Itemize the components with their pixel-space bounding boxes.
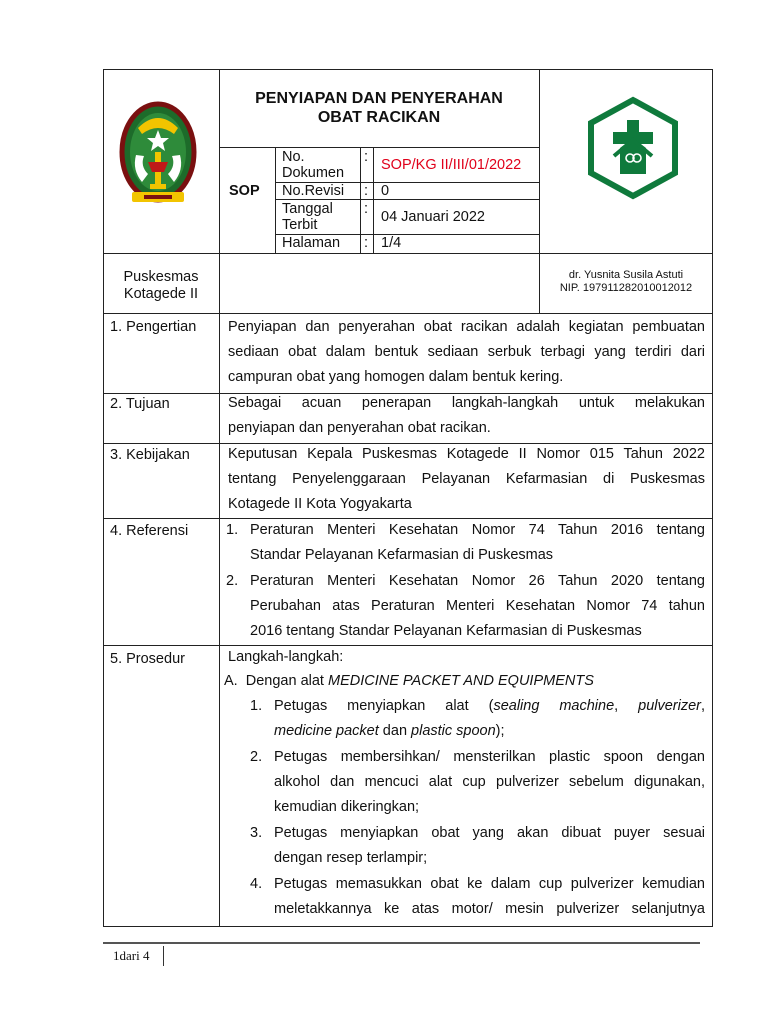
step-line: alkohol dan mencuci alat cup pulverizer sebelum digunakan, — [274, 774, 705, 790]
step-number: 1. — [250, 698, 263, 714]
pengertian-line: sediaan obat dalam bentuk sediaan serbuk terbagi yang terdiri dari — [228, 344, 705, 360]
section-label-prosedur: 5. Prosedur — [110, 651, 185, 667]
step-line: Petugas menyiapkan obat yang akan dibuat puyer sesuai — [274, 825, 705, 841]
section-label-referensi: 4. Referensi — [110, 523, 189, 539]
step-line: meletakkannya ke atas motor/ mesin pulverizer selanjutnya — [274, 901, 705, 917]
field-label-halaman: Halaman — [282, 235, 341, 251]
field-label-no-dokumen-1: No. — [282, 149, 305, 165]
institution-line-1: Puskesmas — [123, 269, 199, 285]
step-line: medicine packet dan plastic spoon); — [274, 723, 505, 739]
field-label-tanggal-2: Terbit — [282, 217, 318, 233]
document-title-line-2: OBAT RACIKAN — [317, 109, 441, 126]
signer-nip: NIP. 197911282010012012 — [559, 282, 693, 294]
kebijakan-line: Kotagede II Kota Yogyakarta — [228, 496, 412, 512]
prosedur-subsection-a: A. Dengan alat MEDICINE PACKET AND EQUIPMENTS — [224, 673, 594, 689]
referensi-number: 2. — [226, 573, 239, 589]
step-line: kemudian dikeringkan; — [274, 799, 420, 815]
section-label-pengertian: 1. Pengertian — [110, 319, 197, 335]
step-line: Petugas membersihkan/ mensterilkan plastic spoon dengan — [274, 749, 705, 765]
step-line: Petugas menyiapkan alat (sealing machine, pulverizer, — [274, 698, 706, 714]
section-label-kebijakan: 3. Kebijakan — [110, 447, 190, 463]
footer-divider — [163, 946, 164, 966]
pengertian-line: campuran obat yang homogen dalam bentuk kering. — [228, 369, 564, 385]
section-label-tujuan: 2. Tujuan — [110, 396, 170, 412]
tujuan-line: Sebagai acuan penerapan langkah-langkah untuk melakukan — [228, 395, 705, 411]
kebijakan-line: tentang Penyelenggaraan Pelayanan Kefarmasian di Puskesmas — [228, 471, 705, 487]
referensi-line: Standar Pelayanan Kefarmasian di Puskesmas — [250, 547, 554, 563]
referensi-line: Perubahan atas Peraturan Menteri Kesehatan Nomor 74 tahun — [250, 598, 705, 614]
field-colon: : — [364, 183, 369, 199]
issue-date-value: 04 Januari 2022 — [381, 209, 485, 225]
step-number: 4. — [250, 876, 263, 892]
document-title-line-1: PENYIAPAN DAN PENYERAHAN — [255, 90, 503, 107]
field-colon: : — [364, 149, 369, 165]
field-colon: : — [364, 235, 369, 251]
referensi-line: Peraturan Menteri Kesehatan Nomor 26 Tahun 2020 tentang — [250, 573, 705, 589]
document-number-value: SOP/KG II/III/01/2022 — [381, 157, 522, 173]
referensi-line: 2016 tentang Standar Pelayanan Kefarmasian di Puskesmas — [250, 623, 642, 639]
footer-rule — [103, 942, 700, 944]
step-number: 2. — [250, 749, 263, 765]
field-colon: : — [364, 201, 369, 217]
field-label-tanggal-1: Tanggal — [282, 201, 333, 217]
step-line: Petugas memasukkan obat ke dalam cup pulverizer kemudian — [274, 876, 705, 892]
footer-page-number: 1dari 4 — [113, 948, 150, 963]
field-label-no-dokumen-2: Dokumen — [282, 165, 345, 181]
page-value: 1/4 — [381, 235, 402, 251]
step-number: 3. — [250, 825, 263, 841]
signer-name: dr. Yusnita Susila Astuti — [568, 269, 684, 281]
tujuan-line: penyiapan dan penyerahan obat racikan. — [228, 420, 491, 436]
institution-line-2: Kotagede II — [123, 286, 199, 302]
revision-value: 0 — [381, 183, 390, 199]
pengertian-line: Penyiapan dan penyerahan obat racikan adalah kegiatan pembuatan — [228, 319, 705, 335]
prosedur-intro: Langkah-langkah: — [228, 649, 344, 665]
referensi-number: 1. — [226, 522, 239, 538]
step-line: dengan resep terlampir; — [274, 850, 428, 866]
sop-label: SOP — [229, 183, 260, 199]
field-label-no-revisi: No.Revisi — [282, 183, 345, 199]
kebijakan-line: Keputusan Kepala Puskesmas Kotagede II Nomor 015 Tahun 2022 — [228, 446, 705, 462]
referensi-line: Peraturan Menteri Kesehatan Nomor 74 Tahun 2016 tentang — [250, 522, 705, 538]
yogyakarta-emblem-logo — [118, 100, 198, 210]
puskesmas-logo — [586, 96, 680, 200]
